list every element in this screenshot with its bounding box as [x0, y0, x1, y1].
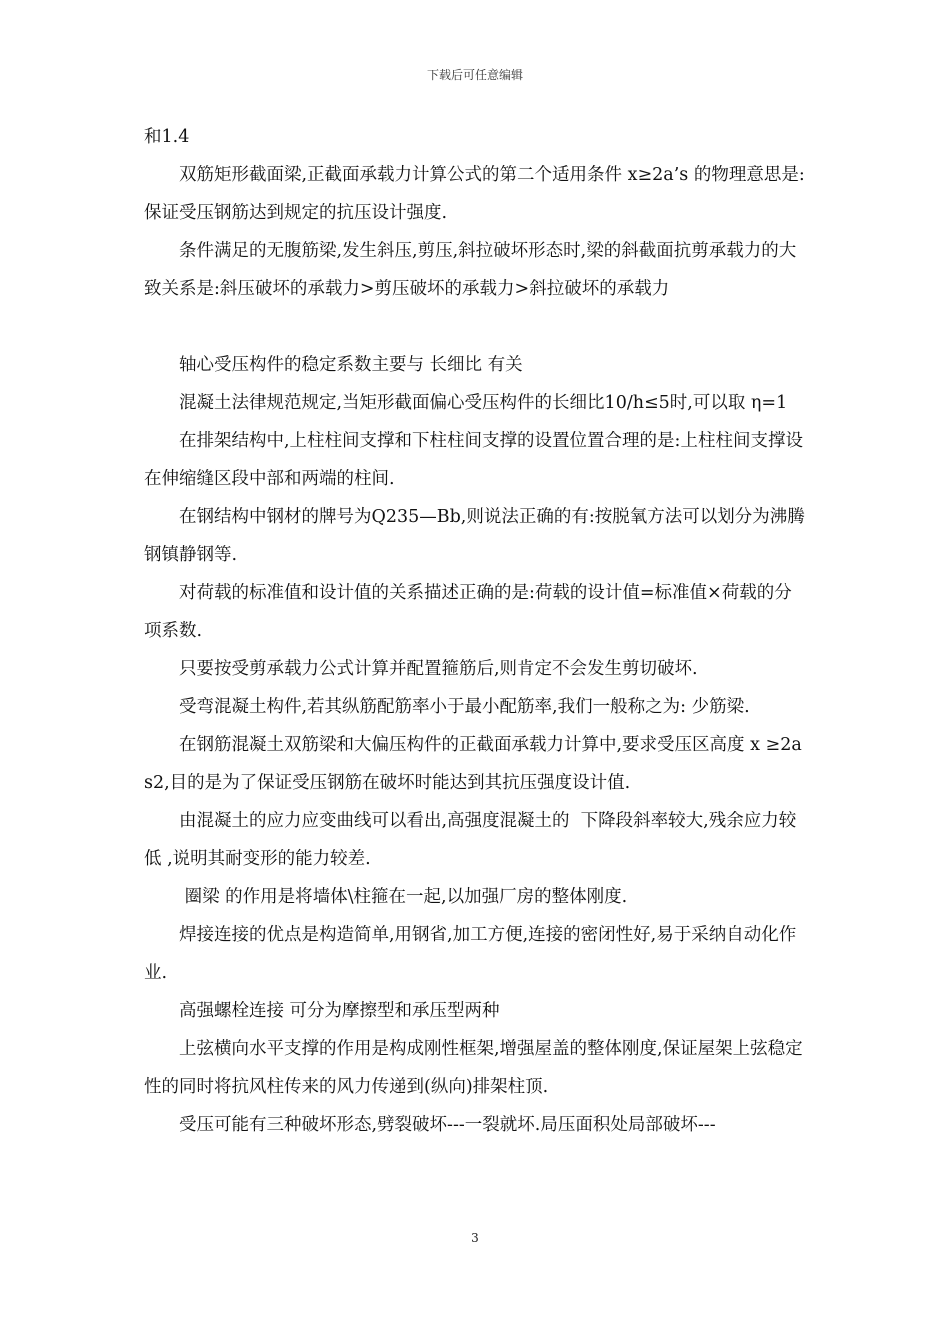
page-number: 3	[471, 1231, 479, 1245]
paragraph: 条件满足的无腹筋梁,发生斜压,剪压,斜拉破坏形态时,梁的斜截面抗剪承载力的大致关系是:斜压破坏的承载力>剪压破坏的承载力>斜拉破坏的承载力	[144, 241, 797, 299]
paragraph: 和1.4	[144, 127, 190, 147]
paragraph: 双筋矩形截面梁,正截面承载力计算公式的第二个适用条件 x≥2a’s 的物理意思是:保证受压钢筋达到规定的抗压设计强度.	[144, 165, 805, 223]
paragraph: 对荷载的标准值和设计值的关系描述正确的是:荷载的设计值=标准值×荷载的分项系数.	[144, 583, 792, 641]
paragraph: 在钢结构中钢材的牌号为Q235—Bb,则说法正确的有:按脱氧方法可以划分为沸腾钢镇静钢等.	[144, 507, 805, 565]
paragraph: 焊接连接的优点是构造简单,用钢省,加工方便,连接的密闭性好,易于采纳自动化作业.	[144, 925, 797, 983]
paragraph: 受弯混凝土构件,若其纵筋配筋率小于最小配筋率,我们一般称之为: 少筋梁.	[179, 697, 750, 717]
paragraph: 只要按受剪承载力公式计算并配置箍筋后,则肯定不会发生剪切破坏.	[179, 659, 698, 679]
paragraph: 上弦横向水平支撑的作用是构成刚性框架,增强屋盖的整体刚度,保证屋架上弦稳定性的同时将抗风柱传来的风力传递到(纵向)排架柱顶.	[144, 1039, 803, 1097]
paragraph: 圈梁 的作用是将墙体\柱箍在一起,以加强厂房的整体刚度.	[179, 887, 628, 907]
paragraph: 由混凝土的应力应变曲线可以看出,高强度混凝土的 下降段斜率较大,残余应力较低 ,说明其耐变形的能力较差.	[144, 811, 797, 869]
page-header: 下载后可任意编辑	[426, 68, 523, 82]
paragraph: 混凝土法律规范规定,当矩形截面偏心受压构件的长细比10/h≤5时,可以取 η=1	[179, 393, 788, 413]
document-body	[144, 118, 808, 1144]
paragraph: 在排架结构中,上柱柱间支撑和下柱柱间支撑的设置位置合理的是:上柱柱间支撑设在伸缩缝区段中部和两端的柱间.	[144, 431, 803, 489]
paragraph: 在钢筋混凝土双筋梁和大偏压构件的正截面承载力计算中,要求受压区高度 x ≥2as2,目的是为了保证受压钢筋在破坏时能达到其抗压强度设计值.	[144, 735, 802, 793]
paragraph: 受压可能有三种破坏形态,劈裂破坏---一裂就坏.局压面积处局部破坏---	[179, 1115, 716, 1135]
paragraph: 轴心受压构件的稳定系数主要与 长细比 有关	[179, 355, 523, 375]
paragraph: 高强螺栓连接 可分为摩擦型和承压型两种	[179, 1001, 500, 1021]
